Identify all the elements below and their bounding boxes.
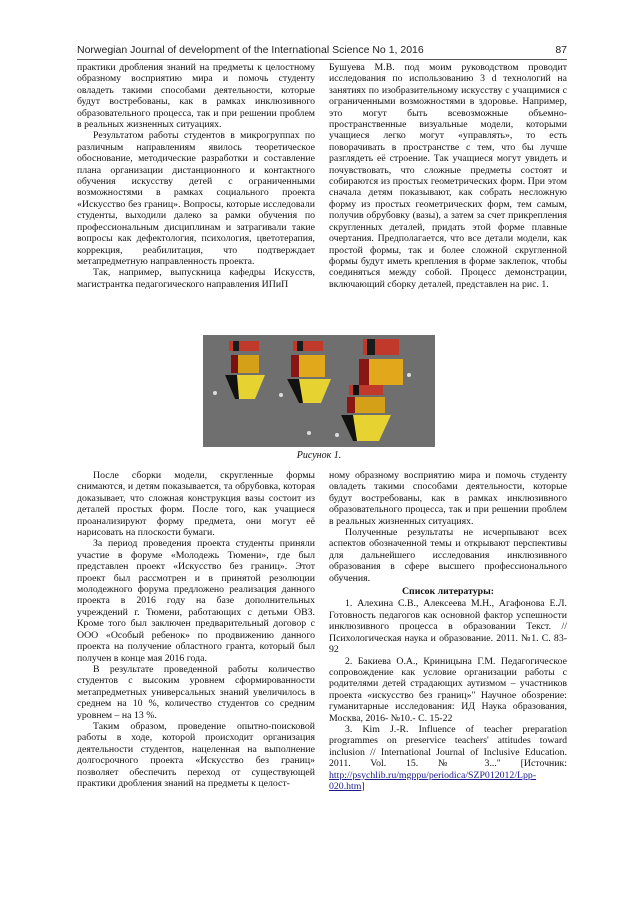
paragraph: ному образному восприятию мира и помочь студенту овладеть такими способами деятельности, которые будут востребованы, как в рамках инклюзивного образовательного процесса, так и при решении проблем в реальных жизненных ситуациях.	[329, 470, 567, 527]
reference-item: 1. Алехина С.В., Алексеева М.Н., Агафонова Е.Л. Готовность педагогов как основной фактор успешности инклюзивного процесса в образовании Текст. // Психологическая наука и образование. 2011. №1. С. 83-92	[329, 598, 567, 656]
reference-item: 2. Бакиева О.А., Криницына Г.М. Педагогическое сопровождение как условие организации работы с родителями детей страдающих аутизмом – участников проекта «искусство без границ»" Научное обозрение: гуманитарные исследования: ИД Наука образования, Москва, 2016- №10.- С. 15-22	[329, 655, 567, 724]
paragraph: В результате проведенной работы количество студентов с высоким уровнем сформированности метапредметных универсальных знаний увеличилось в среднем на 10 %, количество студентов со средним уровнем – на 13 %.	[77, 663, 315, 721]
references-title: Список литературы:	[401, 586, 495, 598]
column-top-right	[329, 62, 567, 290]
figure-3d-vase-assembly	[203, 335, 435, 447]
paragraph: За период проведения проекта студенты приняли участие в форуме «Молодежь Тюмени», где был представлен проект «Искусство без границ». Этот проект был рассмотрен и в принятой резолюции молодежного форума предложено реализация данного проекта в 2016 году на базе дополнительных учреждений г. Тюмени, работающих с детьми ОВЗ. Кроме того был заключен предварительный договор с ООО «Особый ребенок» по продвижению данного проекта на получение областного гранта, который был получен в конце мая 2016 года.	[77, 538, 315, 664]
paragraph: Бушуева М.В. под моим руководством проводит исследования по использованию 3 d технологий на занятиях по изобразительному искусству с учащимися с ограниченными возможностями в здоровье. Например, это могут быть всевозможные объемно-пространственные визуальные модели, которыми учащиеся легко могут «управлять», то есть поворачивать в пространстве с тем, что бы лучше разглядеть её строение. Так учащиеся могут увидеть и почувствовать, что сложные предметы состоят и собираются из простых геометрических форм. При этом сначала детям показывают, как собрать несложную форму из простых геометрических форм, тем самым, получив обрубовку (вазы), а затем за счет прикрепления скругленных деталей, придать этой форме плавные очертания. Предполагается, что все детали модели, как простой формы, так и более сложной скругленной формы будут иметь крепления в форме заклепок, чтобы соединяться между собой. Процесс демонстрации, включающий сборку деталей, представлен на рис. 1.	[329, 62, 567, 290]
paragraph: Полученные результаты не исчерпывают всех аспектов обозначенной темы и открывают перспективы для дальнейшего исследования инклюзивного образования в сфере высшего профессионального обучения.	[329, 527, 567, 584]
page-header	[77, 44, 567, 60]
journal-title: Norwegian Journal of development of the International Science No 1, 2016	[77, 44, 424, 56]
column-bottom-left	[77, 470, 315, 789]
vase-model-illustration	[203, 335, 435, 447]
page-number: 87	[555, 44, 567, 56]
reference-text: 3. Kim J.-R. Influence of teacher preparation programmes on preservice teachers' attitudes toward inclusion // International Journal of Inclusive Education. 2011. Vol. 15. № 3..." [Источник:	[329, 723, 567, 770]
reference-item	[329, 724, 567, 792]
paragraph: Так, например, выпускница кафедры Искусств, магистрантка педагогического направления ИПиП	[77, 267, 315, 290]
column-top-left	[77, 62, 315, 290]
reference-end: ]	[361, 780, 365, 792]
figure-caption: Рисунок 1.	[296, 450, 342, 461]
reference-link[interactable]: http://psychlib.ru/mgppu/periodica/SZP012012/Lpp-020.htm	[329, 769, 537, 792]
column-bottom-right	[329, 470, 567, 792]
paragraph: практики дробления знаний на предметы к целостному образному восприятию мира и помочь студенту овладеть такими способами деятельности, которые будут востребованы, как в рамках инклюзивного образовательного процесса, так и при решении проблем в реальных жизненных ситуациях.	[77, 62, 315, 131]
paragraph: После сборки модели, скругленные формы снимаются, и детям показывается, та обрубовка, которая доказывает, что сложная конструкция вазы состоит из деталей простых форм. После того, как учащиеся проанализируют форму предмета, они могут её нарисовать на плоскости бумаги.	[77, 470, 315, 539]
paragraph: Таким образом, проведение опытно-поисковой работы в ходе, которой происходит организация деятельности студентов, нацеленная на выполнение долгосрочного проекта «Искусство без границ» позволяет обеспечить переход от существующей практики дробления знаний на предметы к целост-	[77, 720, 315, 789]
paragraph: Результатом работы студентов в микрогруппах по различным направлениям явилось теоретическое обоснование, методические разработки и составление плана организации дистанционного и контактного обучения искусству детей с ограниченными возможностями в рамках социального проекта «Искусство без границ». Вопросы, которые исследовали студенты, выходили далеко за рамки обучения по профессиональным дисциплинам и затрагивали такие вопросы как дефектология, психология, цветотерапия, коррекция, реабилитация, что подтверждает метапредметную направленность проекта.	[77, 130, 315, 267]
header-rule	[77, 59, 567, 60]
